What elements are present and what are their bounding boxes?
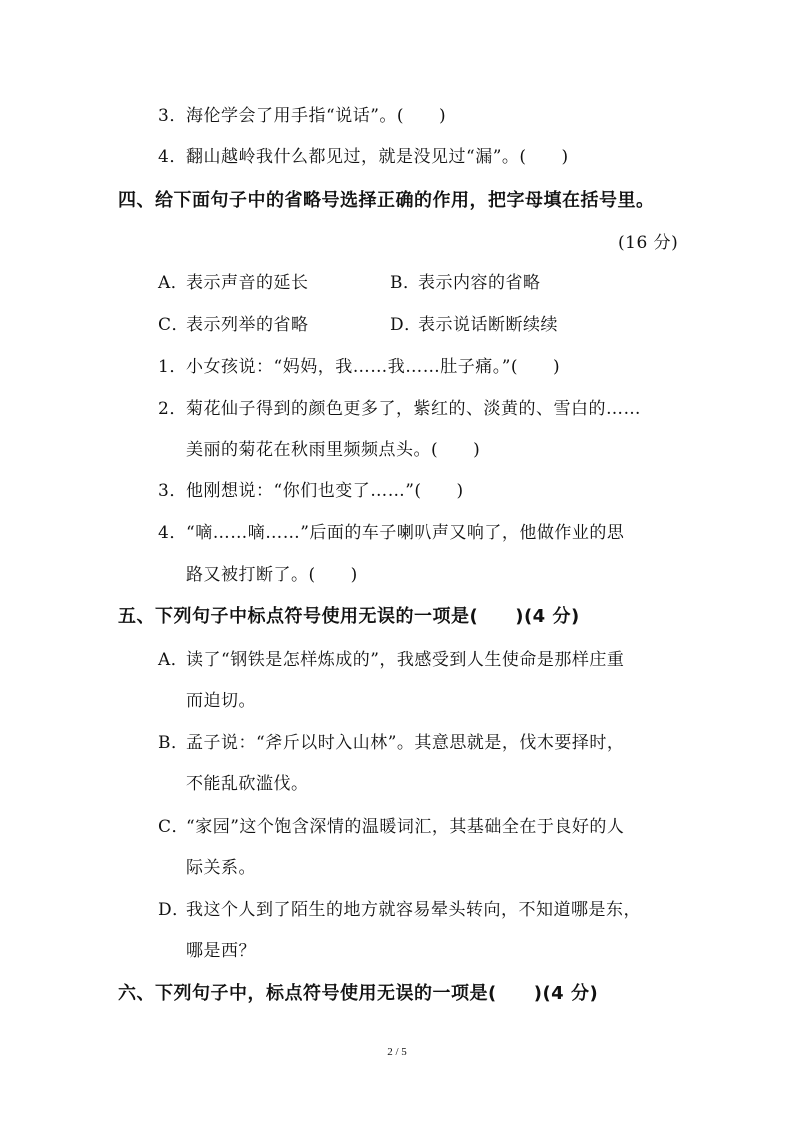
s5-choice-d-label: D． [158,900,190,920]
s5-choice-c-line-2: 际关系。 [186,858,256,878]
s4-item-1-number: 1． [158,357,187,377]
option-b-label: B． [390,273,421,293]
option-c-label: C． [158,315,190,335]
s5-choice-a-label: A． [158,650,189,670]
q3-item-4-text: 翻山越岭我什么都见过，就是没见过“漏”。( ) [186,147,569,167]
page-number: 2 / 5 [387,1046,407,1058]
section-4-score: (16 分) [618,233,679,253]
s5-choice-a-line-1: 读了“钢铁是怎样炼成的”，我感受到人生使命是那样庄重 [186,650,625,670]
option-a-text: 表示声音的延长 [186,273,309,293]
s4-item-4-line-1: “嘀……嘀……”后面的车子喇叭声又响了，他做作业的思 [186,523,625,543]
s5-choice-d-line-2: 哪是西？ [186,941,256,961]
q3-item-4-number: 4． [158,147,187,167]
s4-item-1-line-1: 小女孩说：“妈妈，我……我……肚子痛。”( ) [186,357,561,377]
s5-choice-b-line-1: 孟子说：“斧斤以时入山林”。其意思就是，伐木要择时， [186,733,625,753]
s4-item-3-line-1: 他刚想说：“你们也变了……”( ) [186,481,464,501]
s5-choice-d-line-1: 我这个人到了陌生的地方就容易晕头转向，不知道哪是东， [186,900,641,920]
s4-item-2-line-1: 菊花仙子得到的颜色更多了，紫红的、淡黄的、雪白的…… [186,399,641,419]
s5-choice-b-label: B． [158,733,189,753]
option-a-label: A． [158,273,189,293]
s4-item-4-number: 4． [158,523,187,543]
option-d-text: 表示说话断断续续 [418,315,558,335]
s5-choice-c-label: C． [158,817,190,837]
q3-item-3-number: 3． [158,106,187,126]
option-b-text: 表示内容的省略 [418,273,541,293]
section-5-title: 五、下列句子中标点符号使用无误的一项是( )(4 分) [118,606,580,627]
section-6-title: 六、下列句子中，标点符号使用无误的一项是( )(4 分) [118,983,599,1004]
s4-item-2-line-2: 美丽的菊花在秋雨里频频点头。( ) [186,440,481,460]
s5-choice-b-line-2: 不能乱砍滥伐。 [186,774,309,794]
option-c-text: 表示列举的省略 [186,315,309,335]
s4-item-4-line-2: 路又被打断了。( ) [186,565,358,585]
option-d-label: D． [390,315,422,335]
s4-item-2-number: 2． [158,399,187,419]
s4-item-3-number: 3． [158,481,187,501]
section-4-title: 四、给下面句子中的省略号选择正确的作用，把字母填在括号里。 [118,190,655,211]
q3-item-3-text: 海伦学会了用手指“说话”。( ) [186,106,447,126]
s5-choice-a-line-2: 而迫切。 [186,691,256,711]
s5-choice-c-line-1: “家园”这个饱含深情的温暖词汇，其基础全在于良好的人 [186,817,625,837]
